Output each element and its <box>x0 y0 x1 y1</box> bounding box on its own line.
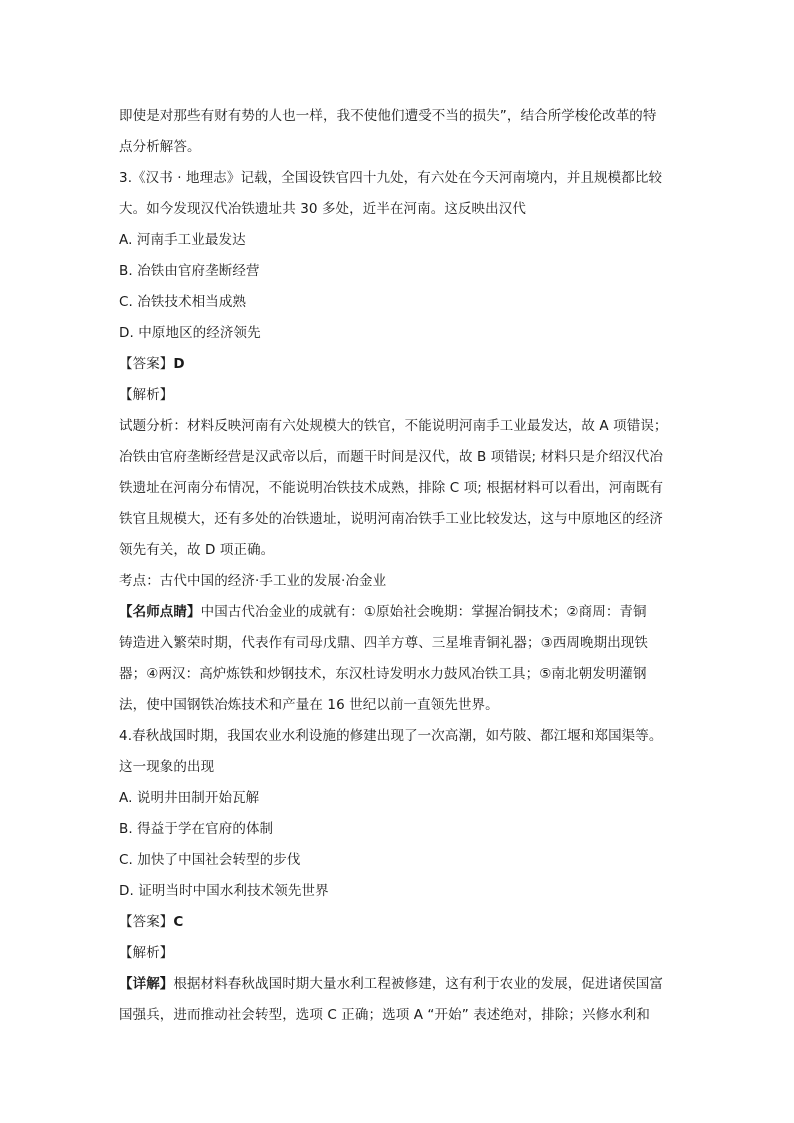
intro-line-1: 即使是对那些有财有势的人也一样，我不使他们遭受不当的损失”，结合所学梭伦改革的特 <box>119 108 657 124</box>
q3-analysis-line-5: 领先有关，故 D 项正确。 <box>119 542 275 558</box>
q3-tip-line-3: 器；④两汉：高炉炼铁和炒钢技术，东汉杜诗发明水力鼓风冶铁工具；⑤南北朝发明灌钢 <box>119 666 647 682</box>
q4-stem-line-2: 这一现象的出现 <box>119 759 215 775</box>
q4-detail-line-2: 国强兵，进而推动社会转型，选项 C 正确；选项 A “开始” 表述绝对，排除；兴修水利和 <box>119 1007 651 1023</box>
q3-tip-label: 【名师点睛】 <box>119 604 201 620</box>
q4-detail-label: 【详解】 <box>119 976 174 992</box>
q4-option-a: A. 说明井田制开始瓦解 <box>119 790 260 806</box>
q3-kaodian: 考点：古代中国的经济·手工业的发展·冶金业 <box>119 573 387 589</box>
q3-stem-line-2: 大。如今发现汉代冶铁遗址共 30 多处，近半在河南。这反映出汉代 <box>119 201 526 217</box>
q3-option-a: A. 河南手工业最发达 <box>119 232 246 248</box>
q4-option-b: B. 得益于学在官府的体制 <box>119 821 274 837</box>
q3-answer-label: 【答案】 <box>119 356 174 372</box>
q4-option-c: C. 加快了中国社会转型的步伐 <box>119 852 301 868</box>
q3-analysis-label: 【解析】 <box>119 387 174 403</box>
q3-analysis-line-4: 铁官且规模大，还有多处的冶铁遗址，说明河南冶铁手工业比较发达，这与中原地区的经济 <box>119 511 663 527</box>
q3-tip-line-1 <box>119 597 675 628</box>
q4-answer-label: 【答案】 <box>119 914 174 930</box>
q3-option-b: B. 冶铁由官府垄断经营 <box>119 263 260 279</box>
document-page <box>119 101 675 1031</box>
q3-answer <box>119 349 675 380</box>
q3-stem-line-1: 3.《汉书 · 地理志》记载，全国设铁官四十九处，有六处在今天河南境内，并且规模都比较 <box>119 170 663 186</box>
q4-detail-text-1: 根据材料春秋战国时期大量水利工程被修建，这有利于农业的发展，促进诸侯国富 <box>173 976 664 992</box>
q3-analysis-line-2: 冶铁由官府垄断经营是汉武帝以后，而题干时间是汉代，故 B 项错误; 材料只是介绍汉代冶 <box>119 449 663 465</box>
q4-answer <box>119 907 675 938</box>
q3-answer-value: D <box>173 356 185 372</box>
q3-option-d: D. 中原地区的经济领先 <box>119 325 261 341</box>
q3-tip-text-1: 中国古代冶金业的成就有：①原始社会晚期：掌握冶铜技术；②商周：青铜 <box>200 604 647 620</box>
q4-detail-line-1 <box>119 969 675 1000</box>
q4-stem-line-1: 4.春秋战国时期，我国农业水利设施的修建出现了一次高潮，如芍陂、都江堰和郑国渠等。 <box>119 728 663 744</box>
intro-line-2: 点分析解答。 <box>119 139 201 155</box>
q3-analysis-line-3: 铁遗址在河南分布情况，不能说明冶铁技术成熟，排除 C 项; 根据材料可以看出，河南既有 <box>119 480 664 496</box>
q4-option-d: D. 证明当时中国水利技术领先世界 <box>119 883 329 899</box>
q3-option-c: C. 冶铁技术相当成熟 <box>119 294 247 310</box>
q4-answer-value: C <box>173 914 184 930</box>
q4-analysis-label: 【解析】 <box>119 945 174 961</box>
q3-tip-line-2: 铸造进入繁荣时期，代表作有司母戊鼎、四羊方尊、三星堆青铜礼器；③西周晚期出现铁 <box>119 635 649 651</box>
q3-analysis-line-1: 试题分析：材料反映河南有六处规模大的铁官，不能说明河南手工业最发达，故 A 项错误； <box>119 418 668 434</box>
q3-tip-line-4: 法，使中国钢铁冶炼技术和产量在 16 世纪以前一直领先世界。 <box>119 697 499 713</box>
